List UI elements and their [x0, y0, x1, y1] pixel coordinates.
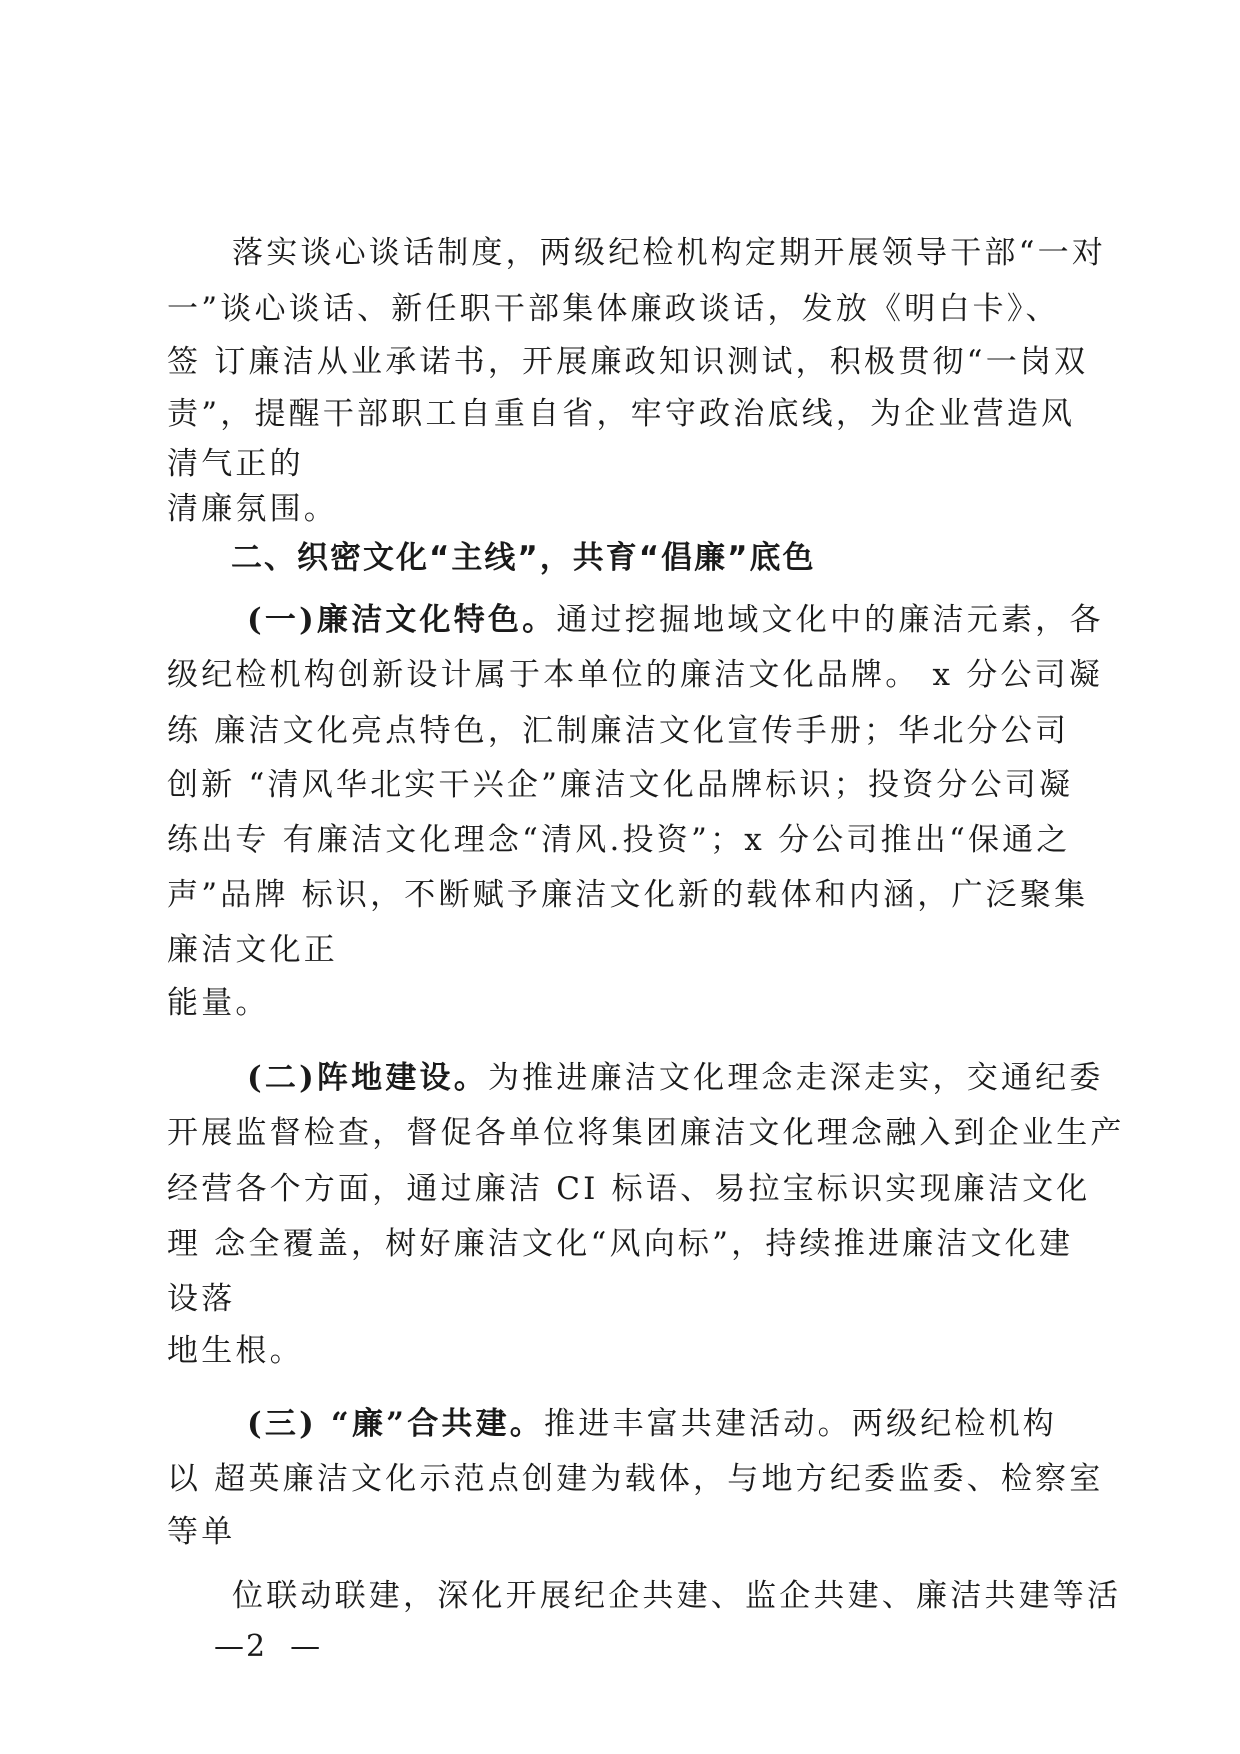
item-text: 为推进廉洁文化理念走深走实，交通纪委	[487, 1060, 1104, 1096]
paragraph-line: 地生根。	[167, 1333, 304, 1369]
item-title: (三) “廉”合共建。	[247, 1406, 544, 1442]
item-first-line	[247, 602, 1104, 638]
paragraph-line: 创新 “清风华北实干兴企”廉洁文化品牌标识；投资分公司凝	[167, 767, 1074, 803]
page-number: —2 —	[214, 1629, 323, 1664]
paragraph-line: 等单	[167, 1514, 236, 1550]
paragraph-line: 位联动联建，深化开展纪企共建、监企共建、廉洁共建等活	[232, 1578, 1122, 1614]
paragraph-line: 以 超英廉洁文化示范点创建为载体，与地方纪委监委、检察室	[167, 1461, 1104, 1497]
paragraph-line: 级纪检机构创新设计属于本单位的廉洁文化品牌。 x 分公司凝	[167, 657, 1103, 693]
paragraph-line: 清廉氛围。	[167, 491, 338, 527]
item-text: 推进丰富共建活动。两级纪检机构	[544, 1406, 1057, 1442]
paragraph-line: 落实谈心谈话制度，两级纪检机构定期开展领导干部“一对	[232, 235, 1107, 271]
paragraph-line: 练出专 有廉洁文化理念“清风.投资”；x 分公司推出“保通之	[167, 822, 1071, 858]
paragraph-line: 能量。	[167, 985, 270, 1021]
item-text: 通过挖掘地域文化中的廉洁元素，各	[556, 602, 1104, 638]
item-first-line	[247, 1060, 1104, 1096]
paragraph-line: 清气正的	[167, 446, 304, 482]
paragraph-line: 经营各个方面，通过廉洁 CI 标语、易拉宝标识实现廉洁文化	[167, 1171, 1091, 1207]
paragraph-line: 理 念全覆盖，树好廉洁文化“风向标”，持续推进廉洁文化建	[167, 1226, 1074, 1262]
paragraph-line: 练 廉洁文化亮点特色，汇制廉洁文化宣传手册；华北分公司	[167, 713, 1070, 749]
paragraph-line: 设落	[167, 1281, 236, 1317]
paragraph-line: 一”谈心谈话、新任职干部集体廉政谈话，发放《明白卡》、	[167, 291, 1060, 327]
paragraph-line: 廉洁文化正	[167, 932, 338, 968]
paragraph-line: 责”，提醒干部职工自重自省，牢守政治底线，为企业营造风	[167, 396, 1076, 432]
paragraph-line: 声”品牌 标识，不断赋予廉洁文化新的载体和内涵，广泛聚集	[167, 877, 1089, 913]
paragraph-line: 签 订廉洁从业承诺书，开展廉政知识测试，积极贯彻“一岗双	[167, 344, 1089, 380]
section-heading: 二、织密文化“主线”，共育“倡廉”底色	[231, 540, 816, 576]
item-first-line	[247, 1406, 1057, 1442]
item-title: (一)廉洁文化特色。	[247, 602, 557, 638]
item-title: (二)阵地建设。	[247, 1060, 488, 1096]
paragraph-line: 开展监督检查，督促各单位将集团廉洁文化理念融入到企业生产	[167, 1115, 1125, 1151]
